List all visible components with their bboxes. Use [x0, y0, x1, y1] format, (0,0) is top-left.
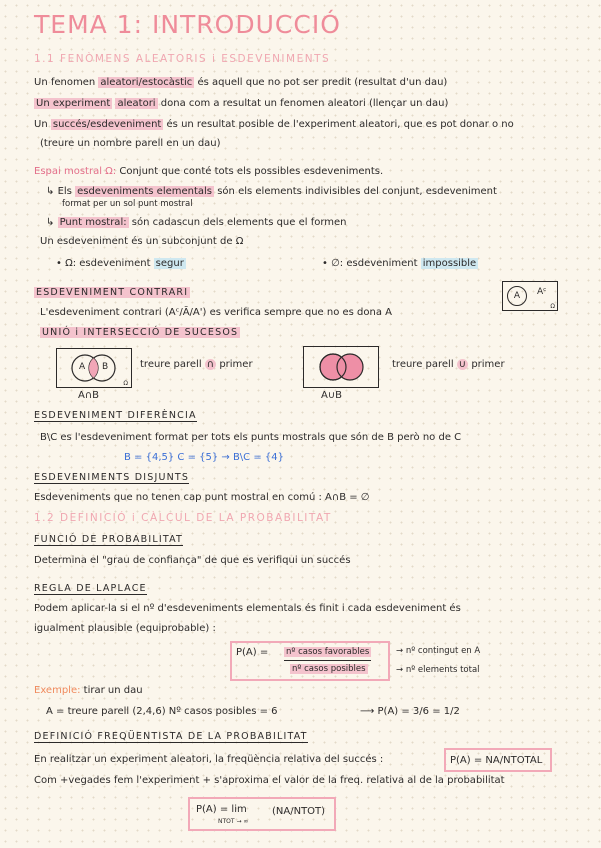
highlight: esdeveniments elementals — [77, 186, 213, 197]
venn-intersection-svg — [57, 349, 131, 387]
example-line — [34, 684, 143, 697]
page-title: TEMA 1: INTRODUCCIÓ — [34, 10, 341, 39]
venn-intersection — [56, 348, 132, 388]
text: Conjunt que conté tots els possibles esdeveniments. — [119, 166, 384, 177]
laplace-line-1: Podem aplicar-la si el nº d'esdeveniments elementals és finit i cada esdeveniment és — [34, 603, 461, 614]
text: Ω: esdeveniment — [65, 258, 151, 269]
heading-text: ESDEVENIMENTS DISJUNTS — [34, 472, 190, 483]
diferencia-example: B = {4,5} C = {5} → B\C = {4} — [124, 452, 284, 463]
heading-funcio — [34, 533, 183, 546]
limit-formula-box — [188, 797, 336, 831]
highlight: aleatori/estocàstic — [100, 77, 193, 88]
text: treure parell — [392, 359, 454, 370]
heading-text: ESDEVENIMENT CONTRARI — [36, 287, 189, 298]
note-numerator: → nº contingut en A — [396, 646, 481, 656]
circle-a: A — [507, 286, 527, 306]
intersection-text — [140, 358, 253, 371]
highlight: Un experiment — [36, 98, 111, 109]
formula-numerator — [284, 646, 371, 661]
heading-diferencia — [34, 409, 197, 422]
disjunts-text: Esdeveniments que no tenen cap punt mostral en comú : A∩B = ∅ — [34, 492, 370, 503]
heading-text: DEFINICIÓ FREQÜENTISTA DE LA PROBABILITAT — [34, 731, 308, 742]
diferencia-text: B\C es l'esdeveniment format per tots els punts mostrals que són de B però no de C — [40, 432, 462, 443]
heading-text: UNIÓ i INTERSECCIÓ DE SUCESOS — [42, 327, 239, 338]
label-a-union-b: A∪B — [321, 390, 343, 401]
numerator-text: nº casos favorables — [286, 647, 370, 657]
limit-rhs: (NA/NTOT) — [272, 806, 326, 817]
limit-subscript: NTOT → ∞ — [218, 818, 249, 825]
espai-mostral — [34, 165, 383, 178]
heading-unio — [40, 326, 240, 339]
text: ∅: esdeveniment — [331, 258, 418, 269]
freq-line-1: En realitzar un experiment aleatori, la freqüència relativa del succés : — [34, 754, 384, 765]
text: Els — [57, 186, 72, 197]
example-result: ⟶ P(A) = 3/6 = 1/2 — [360, 706, 460, 717]
text: treure parell — [140, 359, 202, 370]
definition-example: (treure un nombre parell en un dau) — [40, 138, 221, 149]
text: són els elements indivisibles del conjunt, esdeveniment — [217, 186, 497, 197]
label-ac: Aᶜ — [537, 287, 547, 297]
definition-experiment — [34, 97, 448, 110]
heading-disjunts — [34, 471, 189, 484]
symbol: ∩ — [206, 359, 215, 370]
example-label: Exemple: — [34, 685, 81, 696]
freq-line-2: Com +vegades fem l'experiment + s'aproxima el valor de la freq. relativa al de la probabilitat — [34, 775, 505, 786]
term: Espai mostral Ω: — [34, 166, 117, 177]
highlight: Punt mostral: — [59, 217, 127, 228]
denominator-text: nº casos posibles — [292, 664, 366, 674]
section-heading-1-1: 1.1 FENÒMENS ALEATORIS i ESDEVENIMENTS — [34, 53, 331, 65]
section-heading-1-2: 1.2 DEFINICIÓ i CÀLCUL DE LA PROBABILITAT — [34, 512, 332, 524]
subconjunt-line: Un esdeveniment és un subconjunt de Ω — [40, 236, 244, 247]
label-a-inter-b: A∩B — [78, 390, 100, 401]
highlight: impossible — [422, 258, 477, 269]
formula-denominator — [290, 663, 368, 676]
venn-union — [303, 346, 379, 388]
formula-lhs: P(A) = — [236, 647, 269, 658]
text: dona com a resultat un fenomen aleatori (llençar un dau) — [160, 98, 449, 109]
symbol: ∪ — [458, 359, 467, 370]
empty-impossible: • ∅: esdeveniment impossible — [322, 258, 477, 269]
heading-contrari — [34, 286, 190, 299]
omega-segur: • Ω: esdeveniment segur — [56, 258, 184, 269]
bullet-elementals-cont: format per un sol punt mostral — [62, 199, 193, 209]
definition-succes — [34, 118, 514, 131]
text: és aquell que no pot ser predit (resultat d'un dau) — [197, 77, 448, 88]
highlight: segur — [155, 258, 184, 269]
union-text — [392, 358, 505, 371]
freq-formula-box — [444, 748, 552, 772]
definition-fenomen — [34, 76, 447, 89]
label-omega: Ω — [550, 303, 555, 310]
heading-text: FUNCIÓ DE PROBABILITAT — [34, 534, 184, 545]
venn-a-label: A — [79, 362, 86, 372]
text: són cadascun dels elements que el formen — [131, 217, 347, 228]
laplace-line-2: igualment plausible (equiprobable) : — [34, 623, 216, 634]
text: tirar un dau — [83, 685, 143, 696]
complement-diagram — [502, 281, 558, 311]
limit-lhs: P(A) = lim — [196, 804, 247, 815]
text: Un — [34, 119, 48, 130]
venn-b-label: B — [102, 362, 109, 372]
heading-text: ESDEVENIMENT DIFERÈNCIA — [34, 410, 197, 421]
laplace-formula-box — [230, 641, 390, 681]
venn-omega-label: Ω — [123, 380, 128, 387]
highlight: succés/esdeveniment — [52, 119, 162, 130]
highlight: aleatori — [117, 98, 156, 109]
heading-frequentista — [34, 730, 308, 743]
freq-formula: P(A) = NA/NTOTAL — [450, 755, 543, 766]
heading-laplace — [34, 582, 147, 595]
funcio-text: Determina el "grau de confiança" de que es verifiqui un succés — [34, 555, 351, 566]
text: primer — [471, 359, 505, 370]
contrari-text: L'esdeveniment contrari (Aᶜ/Ā/A') es verifica sempre que no es dona A — [40, 307, 392, 318]
text: Un fenomen — [34, 77, 96, 88]
example-detail: A = treure parell (2,4,6) Nº casos posibles = 6 — [46, 706, 278, 717]
bullet-elementals: ↳ Els esdeveniments elementals són els elements indivisibles del conjunt, esdeveniment — [46, 186, 497, 197]
text: primer — [219, 359, 253, 370]
text: és un resultat posible de l'experiment aleatori, que es pot donar o no — [166, 119, 514, 130]
venn-union-svg — [304, 347, 378, 387]
bullet-punt-mostral: ↳ Punt mostral: són cadascun dels elements que el formen — [46, 217, 347, 228]
heading-text: REGLA DE LAPLACE — [34, 583, 147, 594]
note-denominator: → nº elements total — [396, 665, 480, 675]
